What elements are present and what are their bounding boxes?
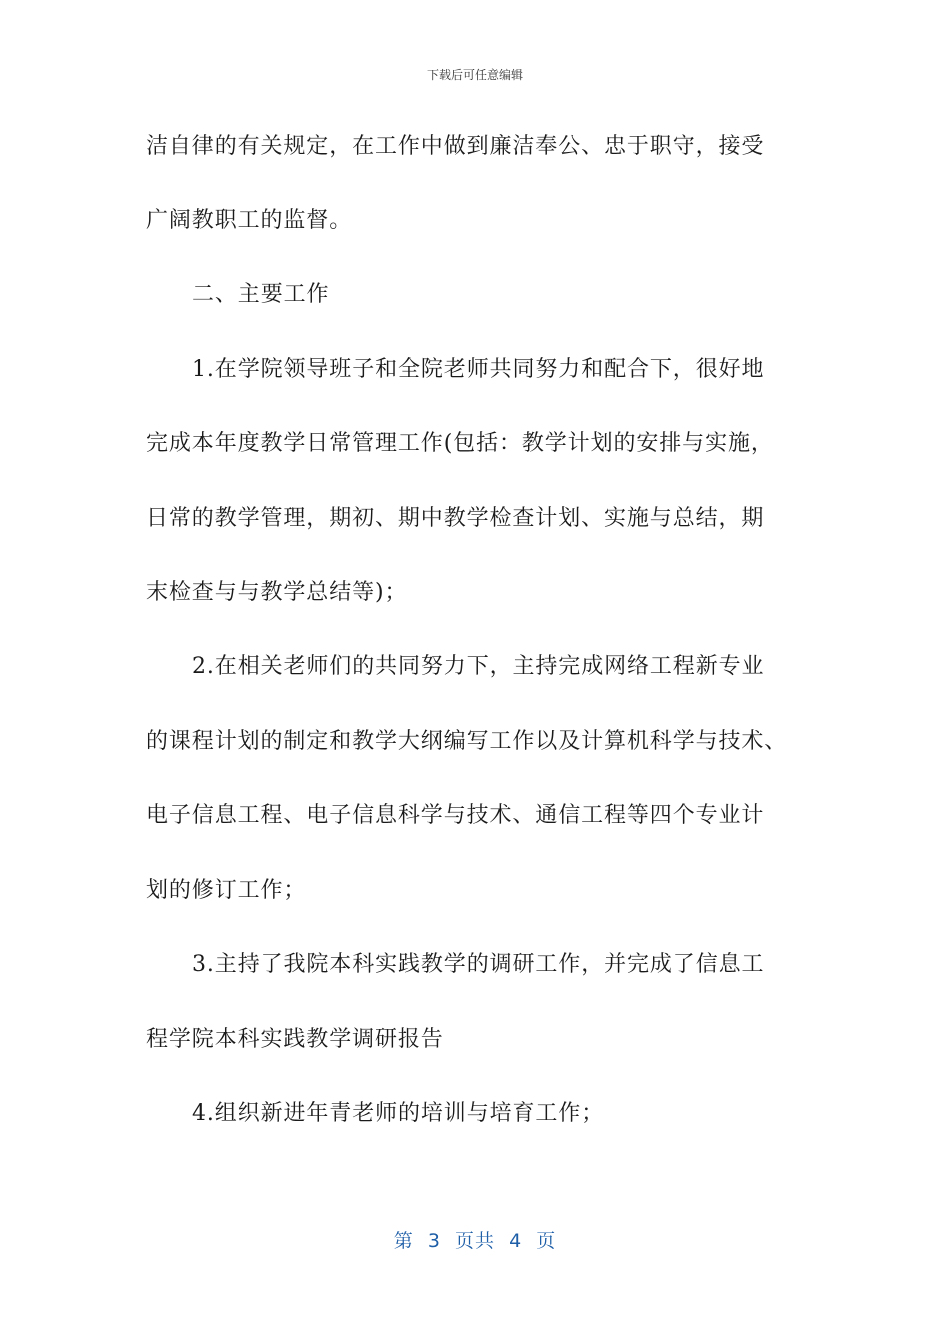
- paragraph-line: 划的修订工作；: [146, 878, 307, 903]
- paragraph-line: 3.主持了我院本科实践教学的调研工作，并完成了信息工: [192, 952, 765, 977]
- paragraph-line: 1.在学院领导班子和全院老师共同努力和配合下，很好地: [192, 357, 765, 382]
- paragraph-line: 4.组织新进年青老师的培训与培育工作；: [192, 1101, 605, 1126]
- paragraph-line: 程学院本科实践教学调研报告: [146, 1027, 444, 1052]
- header-note: 下载后可任意编辑: [426, 68, 523, 82]
- paragraph-line: 洁自律的有关规定，在工作中做到廉洁奉公、忠于职守，接受: [146, 134, 765, 159]
- paragraph-line: 完成本年度教学日常管理工作(包括：教学计划的安排与实施，: [146, 431, 774, 456]
- paragraph-line: 的课程计划的制定和教学大纲编写工作以及计算机科学与技术、: [146, 729, 788, 754]
- page-label: 第 3 页共 4 页: [393, 1230, 557, 1252]
- page-number-footer: [0, 1226, 950, 1253]
- paragraph-line: 2.在相关老师们的共同努力下，主持完成网络工程新专业: [192, 654, 765, 679]
- paragraph-line: 电子信息工程、电子信息科学与技术、通信工程等四个专业计: [146, 803, 765, 828]
- paragraph-line: 日常的教学管理，期初、期中教学检查计划、实施与总结，期: [146, 506, 765, 531]
- paragraph-line: 广阔教职工的监督。: [146, 208, 353, 233]
- paragraph-line: 末检查与与教学总结等)；: [146, 580, 408, 605]
- section-heading: 二、主要工作: [192, 282, 330, 307]
